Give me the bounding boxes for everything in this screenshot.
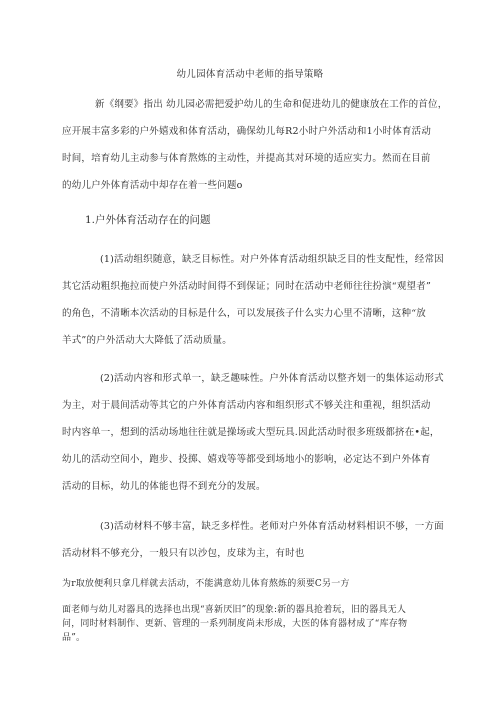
point2-line: 幼儿的活动空间小，跑步、投掷、嬉戏等等都受到场地小的影响，必定达不到户外体育 [62, 454, 431, 465]
tail-line: 为r取放便利只拿几样就去活动，不能满意幼儿体育熬炼的须要C另一方 [62, 579, 350, 589]
point1-line: 其它活动粗织拖拉而使户外活动时间得不到保证；同时在活动中老师往往扮演“观望者” [62, 281, 432, 292]
point3-line: (3)活动材料不够丰富，缺乏多样性。老师对户外体育活动材料相识不够，一方面 [100, 521, 444, 532]
tail-line: 问，同时材料制作、更新、管理的一系列制度尚未形成，大医的体育器材成了“库存物 [62, 619, 408, 629]
intro-line: 新《纲要》指出 幼儿园必需把爱护幼儿的生命和促进幼儿的健康放在工作的首位， [95, 99, 448, 110]
tail-line: 品”。 [62, 633, 86, 643]
point1-line: (1)活动组织随意，缺乏目标性。对户外体育活动组织缺乏目的性支配性，经常因 [100, 254, 444, 265]
intro-line: 时间，培育幼儿主动参与体育熬炼的主动性，并提高其对环境的适应实力。然而在目前 [62, 153, 431, 164]
point1-line: 的角色，不清晰本次活动的目标是什么，可以发展孩子什么实力心里不清晰，这种“放 [62, 308, 426, 319]
point2-line: (2)活动内容和形式单一，缺乏趣味性。户外体育活动以整齐划一的集体运动形式 [100, 373, 444, 384]
point2-line: 为主，对于晨间活动等其它的户外体育活动内容和组织形式不够关注和重视，组织活动 [62, 400, 431, 411]
point2-line: 活动的目标，幼儿的体能也得不到充分的发展。 [62, 481, 266, 492]
section-heading: 1.户外体育活动存在的问题 [85, 214, 211, 226]
tail-line: 面老师与幼儿对器具的选择也出现“喜新厌旧”的现象:新的器具抢着玩，旧的器具无人 [62, 605, 407, 615]
point2-line: 时内容单一，想到的活动场地往往就是操场或大型玩具.因此活动时很多班级都挤在•起， [62, 427, 440, 438]
intro-line: 的幼儿户外体育活动中却存在着一些问题o [62, 180, 243, 191]
document-title: 幼儿园体育活动中老师的指导策略 [176, 69, 324, 80]
point3-line: 活动材料不够充分，一般只有以沙包，皮球为主，有时也 [62, 548, 305, 559]
point1-line: 羊式”的户外活动大大降低了活动质量。 [62, 335, 232, 346]
intro-line: 应开展丰富多彩的户外嬉戏和体育活动，确保幼儿每R2小时户外活动和1小时体育活动 [62, 126, 432, 137]
